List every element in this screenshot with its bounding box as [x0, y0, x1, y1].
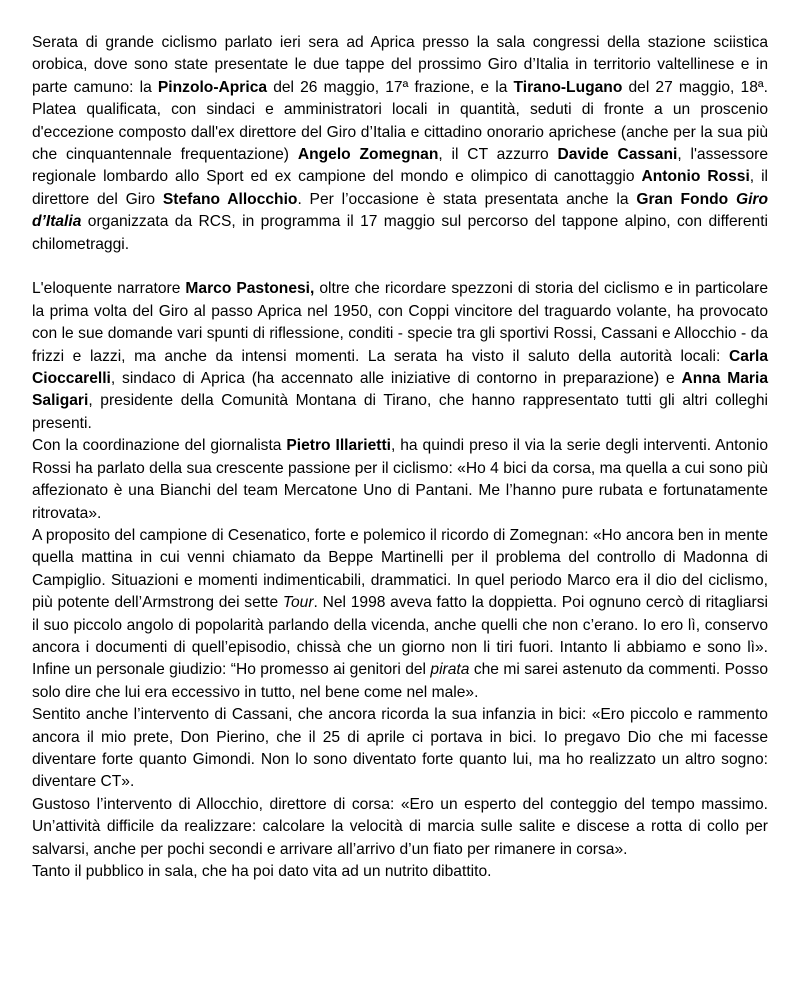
text-run: , il direttore del Giro — [32, 168, 768, 208]
italic-text: pirata — [430, 661, 470, 679]
text-run: A proposito del campione di Cesenatico, forte e polemico il ricordo di Zomegnan: «Ho ancora ben in mente quella mattina in cui venni chiamato da Beppe Martinelli per il problema del controllo di Madonna di Campiglio. Situazioni e momenti indimenticabili, drammatici. In quel periodo Marco era il dio del ciclismo, più potente dell’Armstrong dei sette — [32, 526, 768, 612]
text-run: che mi sarei astenuto da commenti. Posso solo dire che lui era eccessivo in tutto, nel bene come nel male». — [32, 661, 768, 701]
bold-text: Pietro Illarietti — [286, 437, 391, 455]
emphasis-text: Giro d’Italia — [32, 190, 768, 231]
text-run: , sindaco di Aprica (ha accennato alle iniziative di contorno in preparazione) e — [110, 370, 682, 388]
bold-text: Pinzolo-Aprica — [157, 78, 268, 96]
text-run: Gustoso l’intervento di Allocchio, direttore di corsa: «Ero un esperto del conteggio del tempo massimo. Un’attività difficile da realizzare: calcolare la velocità di marcia sulle salite e discese a rotta di collo per salvarsi, anche per pochi secondi e arrivare all’arrivo d’un fiato per rimanere in corsa». — [32, 795, 768, 858]
text-run: Sentito anche l’intervento di Cassani, che ancora ricorda la sua infanzia in bici: «Ero piccolo e rammento ancora il mio prete, Don Pierino, che il 25 di aprile ci portava in bici. Io pregavo Dio che mi facesse diventare forte quanto Gimondi. Non lo sono diventato forte quanto lui, ma ho realizzato un altro sogno: diventare CT». — [32, 706, 768, 791]
text-run: oltre che ricordare spezzoni di storia del ciclismo e in particolare la prima volta del Giro al passo Aprica nel 1950, con Coppi vincitore del traguardo volante, ha provocato con le sue domande vari spunti di riflessione, conditi - specie tra gli sportivi Rossi, Cassani e Allocchio - da frizzi e lazzi, ma anche da intensi momenti. La serata ha visto il saluto della autorità locali: — [32, 280, 769, 365]
paragraph — [32, 794, 768, 861]
paragraph — [32, 525, 768, 704]
bold-text: Gran Fondo — [636, 190, 736, 208]
paragraph — [32, 435, 768, 525]
text-run: Tanto il pubblico in sala, che ha poi dato vita ad un nutrito dibattito. — [32, 863, 492, 881]
paragraph — [32, 278, 768, 435]
text-run: Con la coordinazione del giornalista — [32, 437, 287, 455]
bold-text: Marco Pastonesi, — [185, 280, 315, 298]
bold-text: Stefano Allocchio — [162, 190, 298, 208]
paragraph — [32, 861, 768, 883]
text-run: , presidente della Comunità Montana di Tirano, che hanno rappresentato tutti gli altri colleghi presenti. — [32, 392, 768, 432]
bold-text: Anna Maria Saligari — [32, 370, 768, 410]
text-run: . Per l’occasione è stata presentata anche la — [297, 190, 637, 208]
text-run: organizzata da RCS, in programma il 17 maggio sul percorso del tappone alpino, con differenti chilometraggi. — [32, 213, 768, 253]
text-run: . Nel 1998 aveva fatto la doppietta. Poi ognuno cercò di ritagliarsi il suo piccolo angolo di popolarità parlando della vicenda, anche quelli che non c’erano. Io ero lì, conservo ancora i documenti di quell’episodio, chissà che un giorno non li tiri fuori. Intanto li abbiamo e sono lì». Infine un personale giudizio: “Ho promesso ai genitori del — [32, 594, 768, 679]
italic-text: Tour — [282, 594, 314, 612]
bold-text: Tirano-Lugano — [513, 78, 623, 96]
text-run: Serata di grande ciclismo parlato ieri sera ad Aprica presso la sala congressi della stazione sciistica orobica, dove sono state presentate le due tappe del prossimo Giro d’Italia in territorio valtellinese e in parte camuno: la — [32, 34, 768, 96]
text-run: , ha quindi preso il via la serie degli interventi. Antonio Rossi ha parlato della sua crescente passione per il ciclismo: «Ho 4 bici da corsa, ma quella a cui sono più affezionato è una Bianchi del team Mercatone Uno di Pantani. Me l’hanno pure rubata e fortunatamente ritrovata». — [32, 437, 768, 522]
text-run: del 26 maggio, 17ª frazione, e la — [267, 78, 514, 96]
bold-text: Antonio Rossi — [641, 168, 750, 186]
bold-text: Carla Cioccarelli — [32, 347, 768, 388]
article-body — [32, 32, 768, 883]
text-run: , l'assessore regionale lombardo allo Sport ed ex campione del mondo e olimpico di canottaggio — [32, 146, 769, 186]
text-run: L'eloquente narratore — [32, 280, 186, 298]
text-run: del 27 maggio, 18ª. Platea qualificata, con sindaci e amministratori locali in quantità, seduti di fronte a un proscenio d'eccezione composto dall'ex direttore del Giro d’Italia e cittadino onorario aprichese (anche per la sua più che cinquantennale frequentazione) — [32, 78, 768, 164]
bold-text: Davide Cassani — [557, 146, 678, 164]
paragraph — [32, 32, 768, 256]
paragraph — [32, 704, 768, 794]
bold-text: Angelo Zomegnan — [297, 146, 439, 164]
text-run: , il CT azzurro — [438, 146, 558, 164]
